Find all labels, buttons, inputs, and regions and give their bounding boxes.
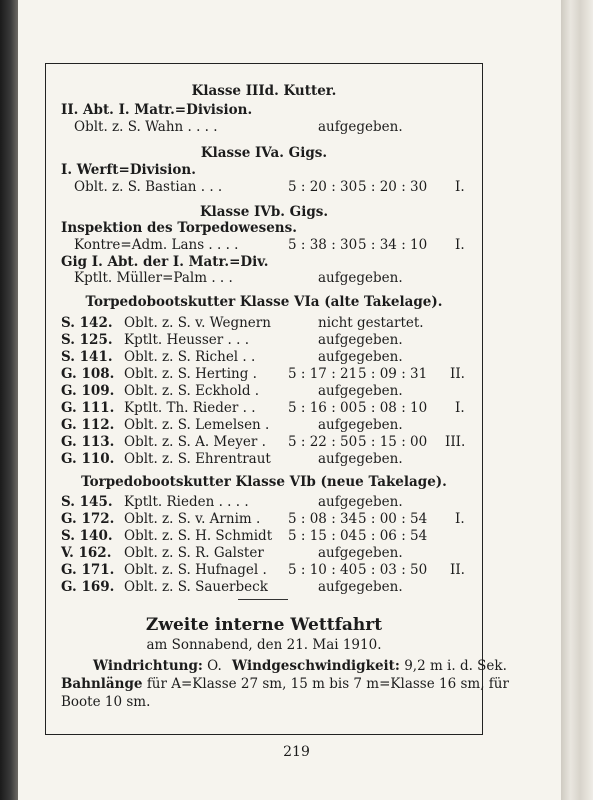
entry-place: III. [445,434,466,450]
entry-name: Oblt. z. S. Richel . . [124,349,256,365]
entry-name: Kptlt. Müller=Palm . . . [74,270,233,286]
wind-label: Windrichtung: [93,658,203,674]
boat-number: V. 162. [61,545,112,561]
course-label: Bahnlänge [61,676,143,692]
entry-time: aufgegeben. [318,383,403,399]
section-heading: Torpedobootskutter Klasse VIa (alte Takelage). [85,294,443,310]
entry-time: 5 : 38 : 30 [288,237,358,253]
entry-name: Oblt. z. S. v. Wegnern [124,315,271,331]
entry-place: I. [455,179,465,195]
entry-corrected-time: 5 : 03 : 50 [358,562,428,578]
section-heading: Klasse IVa. Gigs. [200,145,328,161]
entry-time: aufgegeben. [318,494,403,510]
entry-corrected-time: 5 : 09 : 31 [358,366,428,382]
boat-number: S. 142. [61,315,113,331]
second-race-date: am Sonnabend, den 21. Mai 1910. [146,637,382,653]
entry-corrected-time: 5 : 20 : 30 [358,179,428,195]
group-title: Inspektion des Torpedowesens. [61,220,297,236]
entry-time: 5 : 08 : 34 [288,511,358,527]
page-edges [561,0,593,800]
entry-time: 5 : 15 : 04 [288,528,358,544]
group-title: I. Werft=Division. [61,162,196,178]
entry-name: Kptlt. Heusser . . . [124,332,249,348]
entry-time: aufgegeben. [318,349,403,365]
entry-name: Kontre=Adm. Lans . . . . [74,237,239,253]
entry-time: 5 : 22 : 50 [288,434,358,450]
wind-value: O. [207,658,222,674]
course-text-cont: Boote 10 sm. [61,694,151,710]
wind-line [93,660,507,674]
entry-time: 5 : 16 : 00 [288,400,358,416]
course-text: für A=Klasse 27 sm, 15 m bis 7 m=Klasse 16 sm, für [146,676,509,692]
entry-corrected-time: 5 : 06 : 54 [358,528,428,544]
entry-place: II. [450,562,465,578]
entry-name: Oblt. z. S. A. Meyer . [124,434,266,450]
entry-time: aufgegeben. [318,119,403,135]
entry-name: Oblt. z. S. R. Galster [124,545,264,561]
divider-rule [238,599,288,600]
entry-corrected-time: 5 : 34 : 10 [358,237,428,253]
entry-name: Oblt. z. S. Wahn . . . . [74,119,218,135]
book-spine [0,0,18,800]
entry-time: aufgegeben. [318,579,403,595]
boat-number: S. 125. [61,332,113,348]
page-number: 219 [283,744,310,760]
entry-place: II. [450,366,465,382]
boat-number: G. 169. [61,579,115,595]
entry-place: I. [455,400,465,416]
entry-name: Oblt. z. S. Herting . [124,366,257,382]
entry-name: Oblt. z. S. Bastian . . . [74,179,223,195]
entry-time: 5 : 10 : 40 [288,562,358,578]
second-race-title: Zweite interne Wettfahrt [145,615,383,635]
group-title: Gig I. Abt. der I. Matr.=Div. [61,254,269,270]
entry-time: aufgegeben. [318,270,403,286]
entry-corrected-time: 5 : 00 : 54 [358,511,428,527]
entry-time: aufgegeben. [318,451,403,467]
entry-name: Oblt. z. S. Hufnagel . [124,562,267,578]
entry-name: Oblt. z. S. Sauerbeck [124,579,268,595]
entry-time: nicht gestartet. [318,315,424,331]
entry-name: Oblt. z. S. H. Schmidt [124,528,273,544]
boat-number: G. 109. [61,383,115,399]
section-heading: Klasse IVb. Gigs. [199,204,329,220]
speed-label: Windgeschwindigkeit: [232,658,400,674]
section-heading: Torpedobootskutter Klasse VIb (neue Takelage). [81,474,447,490]
entry-place: I. [455,511,465,527]
entry-time: aufgegeben. [318,417,403,433]
boat-number: G. 171. [61,562,115,578]
group-title: II. Abt. I. Matr.=Division. [61,102,253,118]
course-line [61,678,509,692]
section-heading: Klasse IIId. Kutter. [191,83,337,99]
entry-name: Kptlt. Rieden . . . . [124,494,249,510]
boat-number: G. 108. [61,366,115,382]
boat-number: G. 112. [61,417,115,433]
entry-name: Oblt. z. S. Ehrentraut [124,451,271,467]
boat-number: G. 110. [61,451,115,467]
boat-number: G. 113. [61,434,115,450]
entry-time: aufgegeben. [318,545,403,561]
entry-time: 5 : 20 : 30 [288,179,358,195]
boat-number: S. 140. [61,528,113,544]
entry-place: I. [455,237,465,253]
entry-name: Oblt. z. S. Eckhold . [124,383,260,399]
entry-name: Oblt. z. S. Lemelsen . [124,417,270,433]
speed-value: 9,2 m i. d. Sek. [404,658,507,674]
entry-corrected-time: 5 : 08 : 10 [358,400,428,416]
entry-time: 5 : 17 : 21 [288,366,358,382]
entry-corrected-time: 5 : 15 : 00 [358,434,428,450]
boat-number: G. 172. [61,511,115,527]
entry-name: Oblt. z. S. v. Arnim . [124,511,261,527]
boat-number: S. 141. [61,349,113,365]
entry-name: Kptlt. Th. Rieder . . [124,400,256,416]
boat-number: G. 111. [61,400,115,416]
entry-time: aufgegeben. [318,332,403,348]
boat-number: S. 145. [61,494,113,510]
